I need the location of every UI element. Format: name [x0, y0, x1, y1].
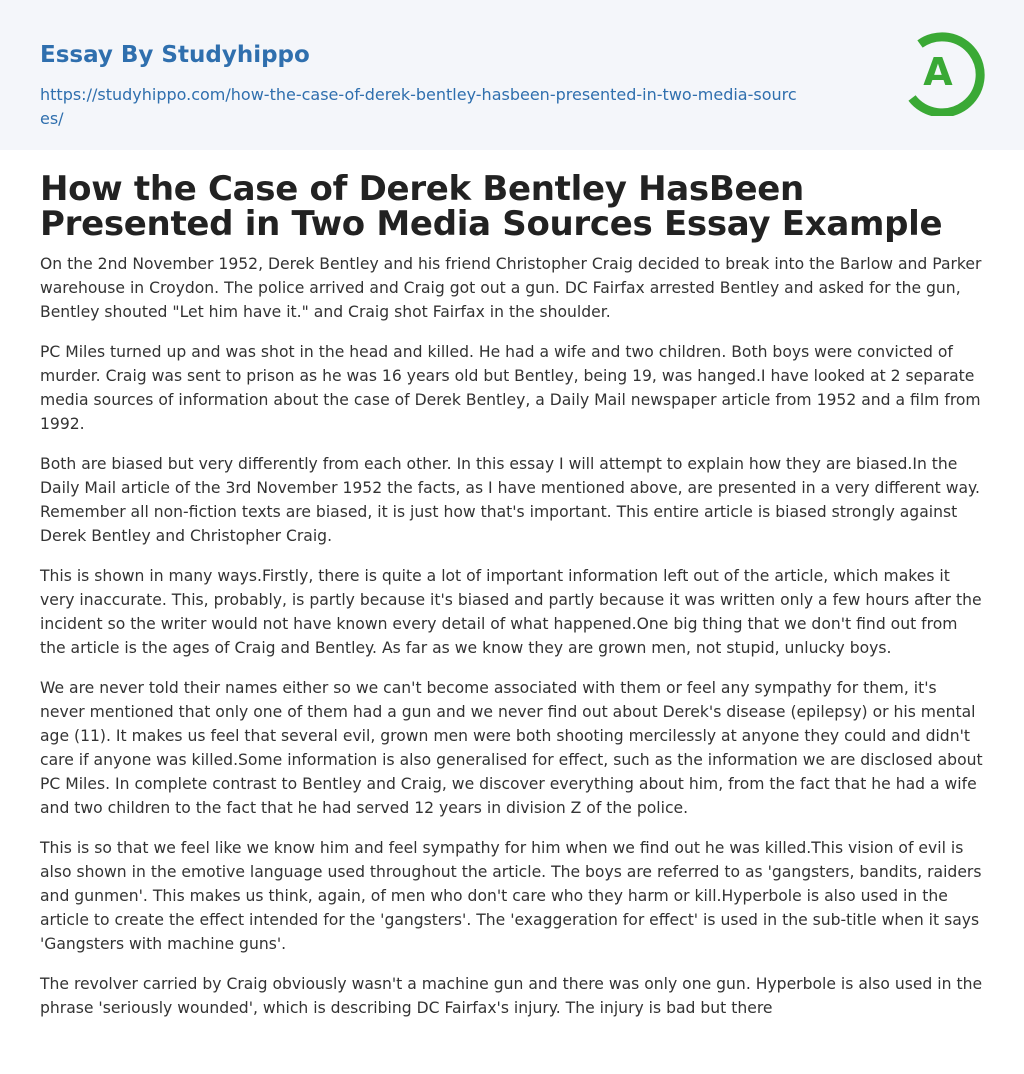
article-paragraph-6: This is so that we feel like we know him and feel sympathy for him when we find out he was killed.This vision of evil is also shown in the emotive language used throughout the article. The boys are referred to as 'gangsters, bandits, raiders and gunmen'. This makes us think, again, of men who don't care who they harm or kill.Hyperbole is also used in the article to create the effect intended for the 'gangsters'. The 'exaggeration for effect' is used in the sub-title when it says 'Gangsters with machine guns'.	[40, 839, 982, 953]
article-paragraph-1: On the 2nd November 1952, Derek Bentley and his friend Christopher Craig decided to break into the Barlow and Parker warehouse in Croydon. The police arrived and Craig got out a gun. DC Fairfax arrested Bentley and asked for the gun, Bentley shouted "Let him have it." and Craig shot Fairfax in the shoulder.	[40, 255, 982, 321]
article-title: How the Case of Derek Bentley HasBeen Presented in Two Media Sources Essay Example	[40, 169, 943, 244]
article-paragraph-3: Both are biased but very differently from each other. In this essay I will attempt to explain how they are biased.In the Daily Mail article of the 3rd November 1952 the facts, as I have mentioned above, are presented in a very different way. Remember all non-fiction texts are biased, it is just how that's important. This entire article is biased strongly against Derek Bentley and Christopher Craig.	[40, 455, 980, 545]
article-paragraph-4: This is shown in many ways.Firstly, there is quite a lot of important information left out of the article, which makes it very inaccurate. This, probably, is partly because it's biased and partly because it was written only a few hours after the incident so the writer would not have known every detail of what happened.One big thing that we don't find out from the article is the ages of Craig and Bentley. As far as we know they are grown men, not stupid, unlucky boys.	[40, 567, 982, 657]
source-url-link[interactable]: https://studyhippo.com/how-the-case-of-derek-bentley-hasbeen-presented-in-two-media-sources/	[40, 85, 797, 128]
site-brand[interactable]: Essay By Studyhippo	[40, 42, 310, 68]
article-paragraph-5: We are never told their names either so we can't become associated with them or feel any sympathy for them, it's never mentioned that only one of them had a gun and we never find out about Derek's disease (epilepsy) or his mental age (11). It makes us feel that several evil, grown men were both shooting mercilessly at anyone they could and didn't care if anyone was killed.Some information is also generalised for effect, such as the information we are disclosed about PC Miles. In complete contrast to Bentley and Craig, we discover everything about him, from the fact that he had a wife and two children to the fact that he had served 12 years in division Z of the police.	[40, 679, 983, 817]
studyhippo-logo-icon[interactable]	[898, 28, 986, 116]
page-header	[0, 0, 1024, 150]
logo-letter: A	[923, 50, 953, 94]
article-paragraph-7: The revolver carried by Craig obviously wasn't a machine gun and there was only one gun. Hyperbole is also used in the phrase 'seriously wounded', which is describing DC Fairfax's injury. The injury is bad but there	[40, 975, 983, 1017]
article-paragraph-2: PC Miles turned up and was shot in the head and killed. He had a wife and two children. Both boys were convicted of murder. Craig was sent to prison as he was 16 years old but Bentley, being 19, was hanged.I have looked at 2 separate media sources of information about the case of Derek Bentley, a Daily Mail newspaper article from 1952 and a film from 1992.	[40, 343, 981, 433]
article-content	[0, 150, 1024, 1020]
